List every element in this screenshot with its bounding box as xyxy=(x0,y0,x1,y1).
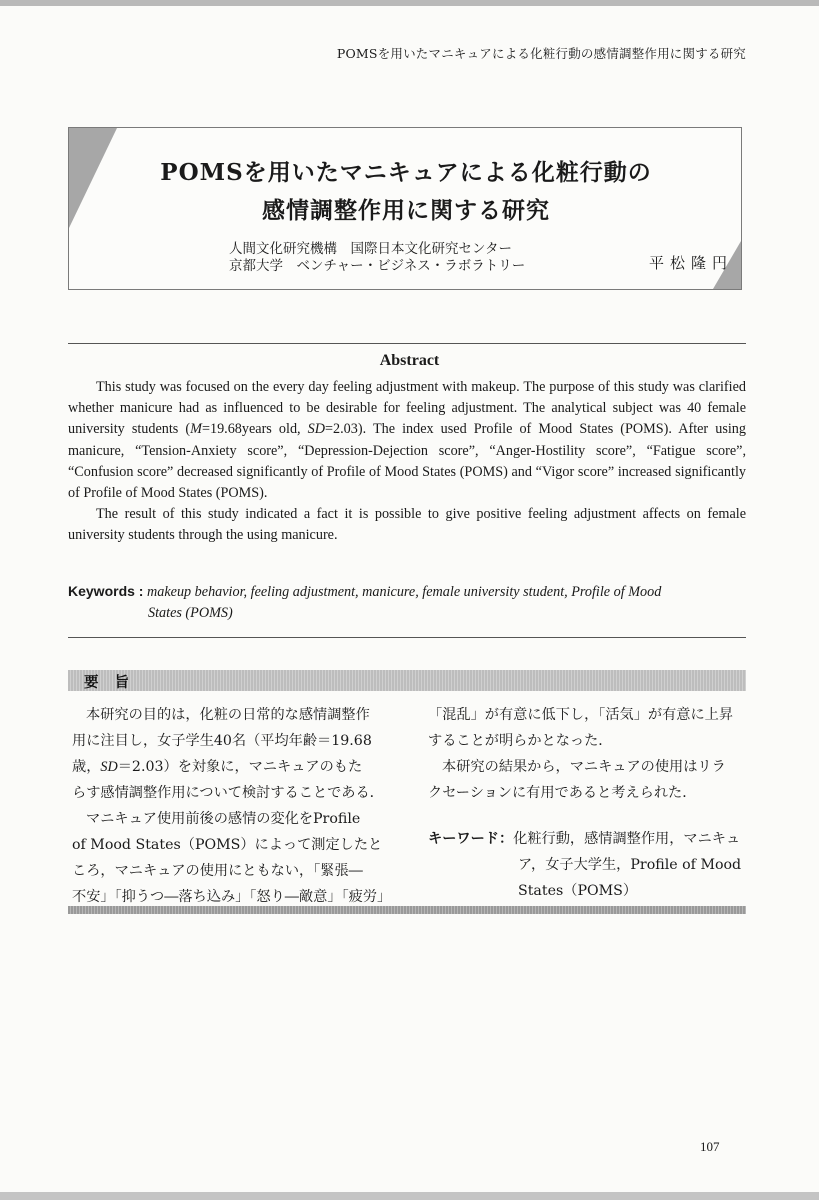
keywords-line-1: makeup behavior, feeling adjustment, manicure, female university student, Profile of Mood xyxy=(147,584,662,600)
keywords-label: Keywords : xyxy=(68,583,144,599)
scan-top-edge xyxy=(0,0,819,6)
abstract-paragraph-2: The result of this study indicated a fact it is possible to give positive feeling adjustment affects on female university students through the using manicure. xyxy=(68,506,746,544)
japanese-keywords-line-3: States（POMS） xyxy=(518,883,638,899)
summary-line: クセーションに有用であると考えられた． xyxy=(428,785,697,801)
page-number: 107 xyxy=(700,1139,720,1154)
summary-line: 本研究の目的は，化粧の日常的な感情調整作 xyxy=(86,707,370,723)
author-name: 平松隆円 xyxy=(649,254,734,272)
paper-title xyxy=(69,154,743,230)
japanese-keywords-line-2: ア，女子大学生，Profile of Mood xyxy=(518,857,742,873)
abstract-body xyxy=(68,377,746,547)
japanese-keywords-label: キーワード： xyxy=(428,831,514,847)
japanese-keywords xyxy=(428,826,750,904)
summary-line: 用に注目し，女子学生40名（平均年齢＝19.68 xyxy=(72,733,372,749)
summary-line: of Mood States（POMS）によって測定したと xyxy=(72,837,383,853)
japanese-keywords-line-1: 化粧行動，感情調整作用，マニキュ xyxy=(513,831,741,847)
affiliation-line-1: 人間文化研究機構 国際日本文化研究センター xyxy=(229,241,512,257)
abstract-top-rule xyxy=(68,343,746,344)
summary-line: ころ，マニキュアの使用にともない，「緊張― xyxy=(72,863,363,879)
summary-line: することが明らかとなった． xyxy=(428,733,613,749)
paper-title-line-1: POMSを用いたマニキュアによる化粧行動の xyxy=(160,159,652,186)
summary-right-column xyxy=(428,702,750,904)
summary-end-rule xyxy=(68,906,746,914)
keywords-line-2: States (POMS) xyxy=(148,605,233,621)
affiliation-line-2: 京都大学 ベンチャー・ビジネス・ラボラトリー xyxy=(229,258,526,274)
title-box xyxy=(68,127,742,290)
summary-left-column xyxy=(72,702,392,910)
keywords-block xyxy=(68,581,748,624)
summary-line: らす感情調整作用について検討することである． xyxy=(72,785,384,801)
author-affiliation xyxy=(229,241,525,275)
summary-line: 歳，SD＝2.03）を対象に，マニキュアのもた xyxy=(72,759,363,775)
summary-line: 「混乱」が有意に低下し，「活気」が有意に上昇 xyxy=(428,707,734,723)
summary-line: 本研究の結果から，マニキュアの使用はリラ xyxy=(442,759,726,775)
summary-heading: 要旨 xyxy=(84,674,145,691)
running-head: POMSを用いたマニキュアによる化粧行動の感情調整作用に関する研究 xyxy=(336,46,746,61)
abstract-paragraph-1: This study was focused on the every day feeling adjustment with makeup. The purpose of this study was clarified whether manicure had as influenced to be desirable for feeling adjustment. The analytical subject was 40 female university students (M=19.68years old, SD=2.03). The index used Profile of Mood States (POMS). After using manicure, “Tension-Anxiety score”, “Depression-Dejection score”, “Anger-Hostility score”, “Fatigue score”, “Confusion score” decreased significantly of Profile of Mood States (POMS) and “Vigor score” increased significantly of Profile of Mood States (POMS). xyxy=(68,379,746,502)
abstract-bottom-rule xyxy=(68,637,746,638)
summary-line: マニキュア使用前後の感情の変化をProfile xyxy=(86,811,361,827)
summary-line: 不安」「抑うつ―落ち込み」「怒り―敵意」「疲労」 xyxy=(72,889,392,905)
summary-heading-bar xyxy=(68,670,746,691)
abstract-heading: Abstract xyxy=(379,352,440,369)
paper-title-line-2: 感情調整作用に関する研究 xyxy=(262,197,550,224)
scan-bottom-edge xyxy=(0,1192,819,1200)
